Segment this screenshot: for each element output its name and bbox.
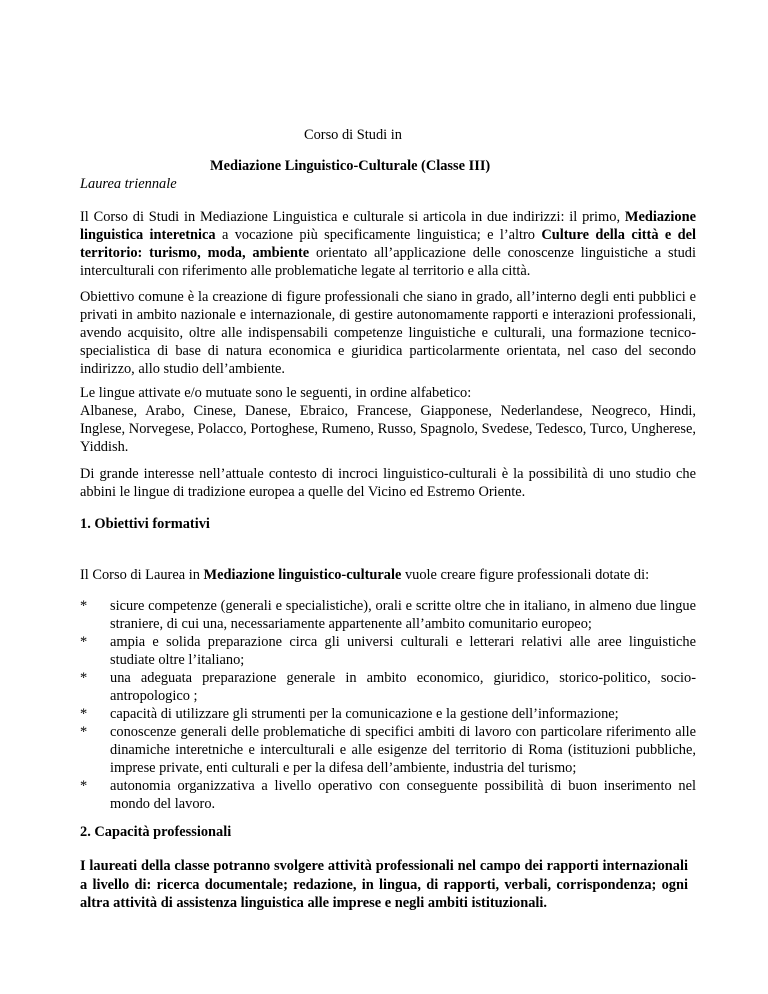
languages-list: Albanese, Arabo, Cinese, Danese, Ebraico, Francese, Giapponese, Nederlandese, Neogreco, Hindi, Inglese, Norvegese, Polacco, Portoghese, Rumeno, Russo, Spagnolo, Svedese, Tedesco, Turco, Ungherese, Yiddish. — [80, 403, 696, 455]
track-2-name: Culture della città e del territorio: turismo, moda, ambiente — [80, 227, 697, 261]
track-1-name: Mediazione linguistica interetnica — [80, 209, 696, 243]
list-item: * una adeguata preparazione generale in ambito economico, giuridico, storico-politico, socio-antropologico ; — [80, 670, 696, 704]
section-1-heading: 1. Obiettivi formativi — [80, 516, 210, 532]
bullet-marker: * — [80, 706, 88, 722]
list-item: * conoscenze generali delle problematiche di specifici ambiti di lavoro con particolare riferimento alle dinamiche interetniche e interculturali e alle esigenze del territorio di Roma (istituzioni pubbliche, imprese private, enti culturali e per la difesa dell’ambiente, industria del turismo; — [80, 724, 696, 776]
section-2-heading: 2. Capacità professionali — [80, 824, 232, 840]
list-item: * sicure competenze (generali e specialistiche), orali e scritte oltre che in italiano, in almeno due lingue straniere, di cui una, necessariamente appartenente all’ambito comunitario europeo; — [80, 598, 696, 632]
objective-paragraph: Obiettivo comune è la creazione di figure professionali che siano in grado, all’interno degli enti pubblici e privati in ambito nazionale e internazionale, di gestire autonomamente rapporti e interazioni professionali, avendo acquisito, oltre alle indispensabili competenze linguistiche e culturali, una formazione tecnico-specialistica di base di natura economica e giuridica particolarmente orientata, nel caso del secondo indirizzo, allo studio dell’ambiente. — [80, 289, 696, 377]
languages-intro: Le lingue attivate e/o mutuate sono le seguenti, in ordine alfabetico: — [80, 385, 472, 401]
bullet-marker: * — [80, 598, 88, 614]
bullet-marker: * — [80, 778, 88, 794]
bullet-marker: * — [80, 724, 88, 740]
bullet-marker: * — [80, 670, 88, 686]
course-heading: Corso di Studi in — [304, 127, 402, 143]
section-2-body: I laureati della classe potranno svolgere attività professionali nel campo dei rapporti internazionali a livello di: ricerca documentale; redazione, in lingua, di rapporti, verbali, corrispondenza; ogni altra attività di assistenza linguistica alle imprese e negli ambiti istituzionali. — [80, 858, 688, 911]
list-item: * ampia e solida preparazione circa gli universi culturali e letterari relativi alle aree linguistiche studiate oltre l’italiano; — [80, 634, 696, 668]
intro-paragraph: Il Corso di Studi in Mediazione Linguistica e culturale si articola in due indirizzi: il primo, Mediazione linguistica interetnica a vocazione più specificamente linguistica; e l’altro Culture della città e del territorio: turismo, moda, ambiente orientato all’applicazione delle conoscenze linguistiche a studi interculturali con riferimento alle problematiche legate al territorio e alla città. — [80, 209, 697, 279]
degree-type: Laurea triennale — [80, 176, 177, 192]
list-item: * capacità di utilizzare gli strumenti per la comunicazione e la gestione dell’informazione; — [80, 706, 619, 722]
section-1-lead: Il Corso di Laurea in Mediazione linguistico-culturale vuole creare figure professionali dotate di: — [80, 567, 650, 583]
interest-paragraph: Di grande interesse nell’attuale contesto di incroci linguistico-culturali è la possibilità di uno studio che abbini le lingue di tradizione europea a quelle del Vicino ed Estremo Oriente. — [80, 466, 696, 500]
list-item: * autonomia organizzativa a livello operativo con conseguente possibilità di buon inserimento nel mondo del lavoro. — [80, 778, 696, 812]
objectives-list — [80, 597, 696, 813]
bullet-marker: * — [80, 634, 88, 650]
course-title: Mediazione Linguistico-Culturale (Classe III) — [210, 158, 491, 174]
